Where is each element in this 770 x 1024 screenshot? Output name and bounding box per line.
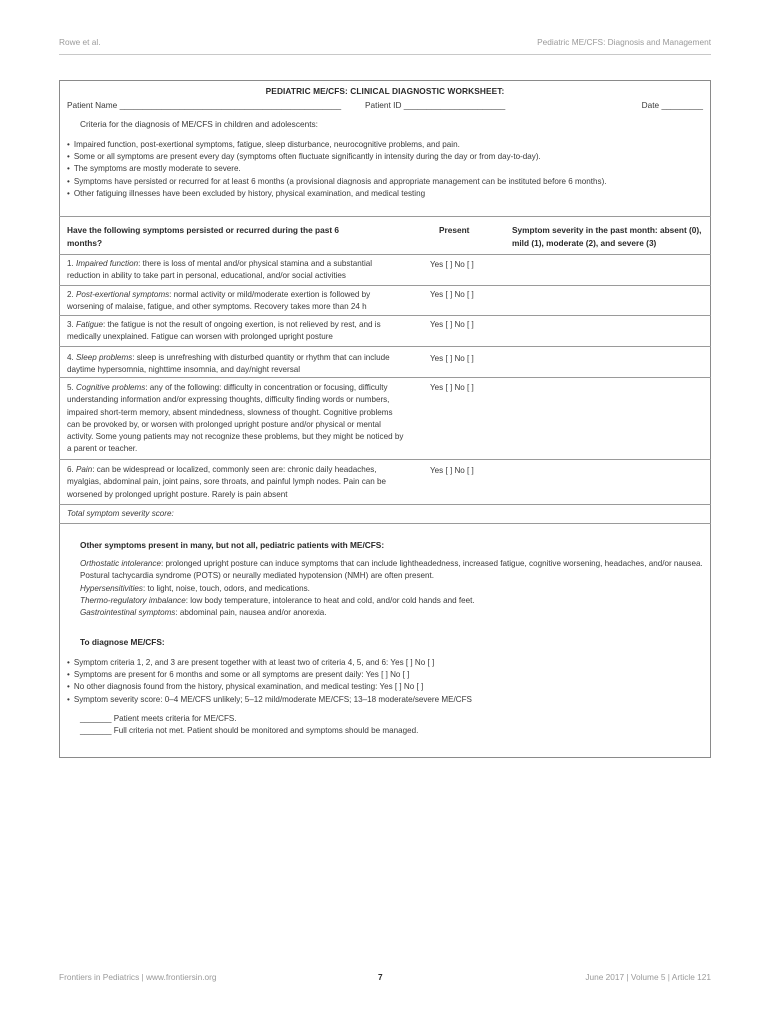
worksheet-title: PEDIATRIC ME/CFS: CLINICAL DIAGNOSTIC WORKSHEET: [265, 86, 505, 96]
row-divider [59, 459, 711, 460]
row-divider [59, 285, 711, 286]
diagnose-item: • Symptom criteria 1, 2, and 3 are present together with at least two of criteria 4, 5, and 6: Yes [ ] No [ ] [67, 657, 707, 669]
diagnose-list [67, 657, 707, 706]
other-symptom-item: Hypersensitivities: to light, noise, touch, odors, and medications. [80, 583, 310, 593]
table-header-rule [59, 254, 711, 255]
present-checkbox: Yes [ ] No [ ] [430, 466, 474, 475]
footer-journal: Frontiers in Pediatrics | www.frontiersin.org [59, 972, 217, 982]
date-field: Date _________ [641, 100, 703, 110]
present-checkbox: Yes [ ] No [ ] [430, 354, 474, 363]
symptom-row-post-exertional: 2. Post-exertional symptoms: normal activity or mild/moderate exertion is followed by worsening of malaise, fatigue, and other symptoms. Recovery takes more than 24 h [67, 290, 371, 312]
row-divider [59, 377, 711, 378]
other-symptoms-heading: Other symptoms present in many, but not all, pediatric patients with ME/CFS: [80, 540, 385, 550]
footer-issue: June 2017 | Volume 5 | Article 121 [585, 972, 711, 982]
running-header [59, 37, 711, 51]
table-header-severity: Symptom severity in the past month: absent (0), mild (1), moderate (2), and severe (3) [512, 225, 702, 248]
symptom-row-fatigue: 3. Fatigue: the fatigue is not the result of ongoing exertion, is not relieved by rest, and is medically unexplained. Fatigue can worsen with prolonged upright posture [67, 320, 381, 342]
symptom-row-sleep: 4. Sleep problems: sleep is unrefreshing with disturbed quantity or rhythm that can include daytime hypersomnia, nighttime insomnia, and day/night reversal [67, 353, 390, 375]
diagnose-item: • Symptoms are present for 6 months and some or all symptoms are present daily: Yes [ ] No [ ] [67, 669, 707, 681]
conclusion-meets-criteria: _______ Patient meets criteria for ME/CFS. [80, 714, 237, 723]
criteria-list [67, 139, 707, 200]
criteria-item: • Symptoms have persisted or recurred for at least 6 months (a provisional diagnosis and appropriate management can be instituted before 6 months). [67, 176, 707, 188]
row-divider [59, 504, 711, 505]
present-checkbox: Yes [ ] No [ ] [430, 320, 474, 329]
other-symptom-item: Gastrointestinal symptoms: abdominal pain, nausea and/or anorexia. [80, 608, 327, 618]
total-severity-score: Total symptom severity score: [67, 509, 174, 518]
diagnose-item: • Symptom severity score: 0–4 ME/CFS unlikely; 5–12 mild/moderate ME/CFS; 13–18 moderate/severe ME/CFS [67, 694, 707, 706]
header-divider [59, 54, 711, 55]
symptom-row-pain: 6. Pain: can be widespread or localized, commonly seen are: chronic daily headaches, myalgias, abdominal pain, joint pains, sore throats, and painful lymph nodes. Pain can be worsened by prolonged upright posture. Rarely is pain absent [67, 465, 386, 499]
diagnose-item: • No other diagnosis found from the history, physical examination, and medical testing: Yes [ ] No [ ] [67, 681, 707, 693]
patient-name-field: Patient Name ________________________________________________ [67, 100, 342, 110]
symptom-row-cognitive: 5. Cognitive problems: any of the following: difficulty in concentration or focusing, difficulty understanding information and/or expressing thoughts, difficulty finding words or numbers, impaired short-term memory, absent mindedness, slowness of thought. Cognitive problems can be provoked by, or worsen with prolonged upright posture and/or physical or mental activity. Some young patients may not recognize these problems, but they might be noticed by a parent or teacher. [67, 383, 404, 454]
other-symptom-item: Thermo-regulatory imbalance: low body temperature, intolerance to heat and cold, and/or cold hands and feet. [80, 595, 475, 605]
page-number: 7 [378, 972, 383, 982]
diagnose-heading: To diagnose ME/CFS: [80, 637, 165, 647]
table-header-present: Present [439, 225, 470, 235]
present-checkbox: Yes [ ] No [ ] [430, 383, 474, 392]
criteria-item: • Other fatiguing illnesses have been excluded by history, physical examination, and medical testing [67, 188, 707, 200]
table-top-rule [59, 216, 711, 217]
criteria-intro: Criteria for the diagnosis of ME/CFS in children and adolescents: [80, 119, 318, 129]
row-divider [59, 346, 711, 347]
page-footer [59, 972, 711, 984]
criteria-item: • Some or all symptoms are present every day (symptoms often fluctuate significantly in intensity during the day or from day-to-day). [67, 151, 707, 163]
present-checkbox: Yes [ ] No [ ] [430, 260, 474, 269]
present-checkbox: Yes [ ] No [ ] [430, 290, 474, 299]
symptom-row-impaired-function: 1. Impaired function: there is loss of mental and/or physical stamina and a substantial reduction in ability to take part in personal, educational, and/or social activities [67, 259, 373, 281]
running-header-title: Pediatric ME/CFS: Diagnosis and Management [537, 37, 711, 47]
criteria-item: • Impaired function, post-exertional symptoms, fatigue, sleep disturbance, neurocognitive problems, and pain. [67, 139, 707, 151]
table-header-question: Have the following symptoms persisted or recurred during the past 6 months? [67, 225, 340, 248]
other-symptom-item: Orthostatic intolerance: prolonged upright posture can induce symptoms that can include lightheadedness, increased fatigue, cognitive worsening, headaches, and/or nausea. Postural tachycardia syndrome (POTS) or neurally mediated hypotension (NMH) are often present. [80, 559, 703, 581]
patient-id-field: Patient ID ______________________ [365, 100, 506, 110]
criteria-item: • The symptoms are mostly moderate to severe. [67, 163, 707, 175]
running-header-authors: Rowe et al. [59, 37, 101, 47]
table-bottom-rule [59, 523, 711, 524]
patient-info-line [67, 100, 703, 112]
conclusion-block [80, 713, 418, 738]
conclusion-not-met: _______ Full criteria not met. Patient should be monitored and symptoms should be managed. [80, 726, 419, 736]
row-divider [59, 315, 711, 316]
other-symptoms-block [80, 558, 708, 619]
